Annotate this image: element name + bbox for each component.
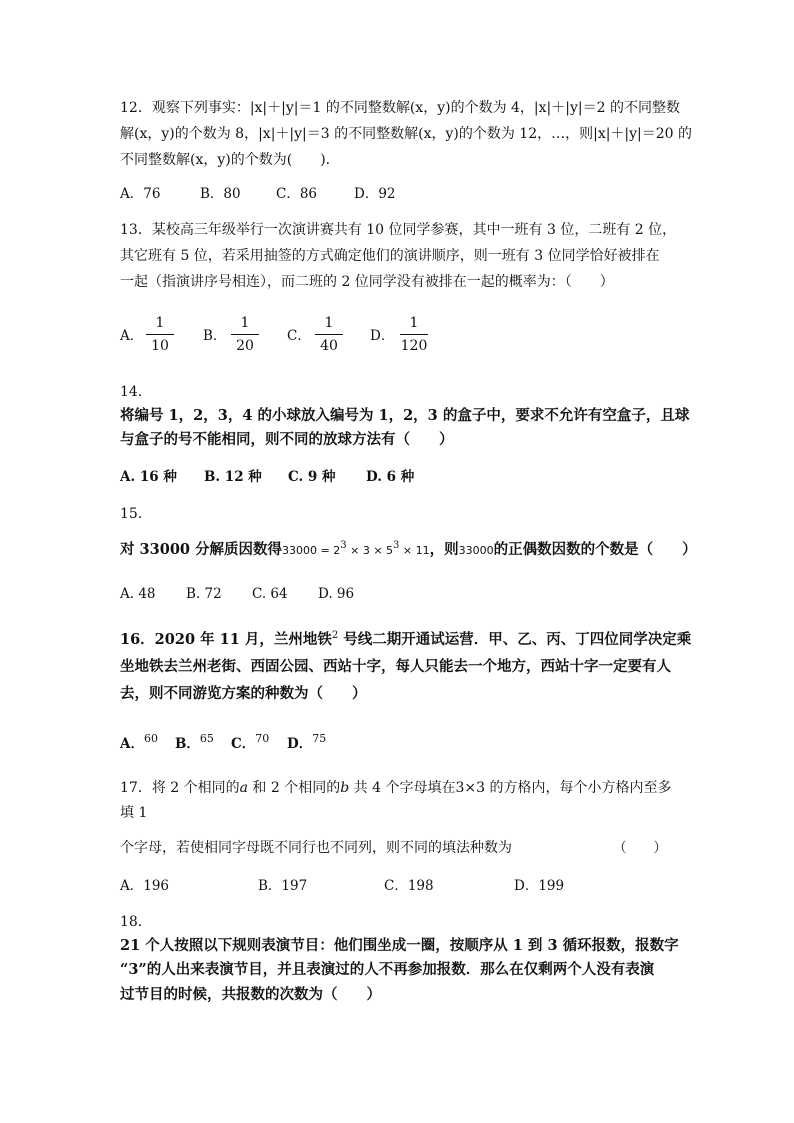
fraction-denominator: 20 [236, 338, 254, 354]
q17-line-1-d: 的方格内，每个小方格内至多 [485, 780, 672, 796]
q16-option-c-letter: C． [231, 736, 256, 752]
q15-option-a: A. 48 [120, 586, 156, 602]
q14-line-1: 将编号 1，2，3，4 的小球放入编号为 1，2，3 的盒子中，要求不允许有空盒子，且球 [120, 407, 690, 424]
q15-exp-2: 3 [393, 540, 400, 551]
q14-option-b: B. 12 种 [204, 469, 262, 485]
q16-option-c [231, 734, 269, 755]
q17-line-1-b: 和 2 个相同的 [247, 780, 341, 796]
q17-option-a: A．196 [120, 878, 170, 894]
q15-number: 15． [120, 506, 152, 522]
q16-option-b [175, 734, 214, 755]
q16-option-d-letter: D． [287, 736, 313, 752]
q17-line-1-a: 17．将 2 个相同的 [120, 780, 240, 796]
q12-line-1: 12．观察下列事实：|x|＋|y|＝1 的不同整数解(x，y)的个数为 4，|x|＋|y|＝2 的不同整数 [120, 100, 680, 116]
q12-line-2: 解(x，y)的个数为 8，|x|＋|y|＝3 的不同整数解(x，y)的个数为 12，…，则|x|＋|y|＝20 的 [120, 126, 693, 142]
q16-option-a [120, 734, 158, 755]
fraction-numerator: 1 [409, 315, 419, 331]
q15-formula-a: 33000 = 2 [282, 544, 341, 557]
q18-line-3: 过节目的时候，共报数的次数为（ ） [120, 986, 381, 1003]
q18-line-2: “3”的人出来表演节目，并且表演过的人不再参加报数．那么在仅剩两个人没有表演 [120, 961, 655, 978]
q16-option-c-value: 70 [255, 732, 270, 745]
q16-line-3: 去，则不同游览方案的种数为（ ） [120, 685, 367, 702]
q17-bracket: （ ） [613, 840, 667, 856]
q16-option-b-letter: B． [175, 736, 200, 752]
fraction-bar [146, 334, 174, 335]
fraction-bar [400, 334, 428, 335]
q17-var-b: b [340, 780, 350, 796]
q17-line-2: 填 1 [120, 805, 148, 821]
q16-line-1 [120, 630, 691, 652]
q14-number: 14． [120, 384, 152, 400]
q13-option-a-fraction [140, 314, 180, 355]
fraction-bar [231, 334, 259, 335]
q16-option-d [287, 734, 326, 755]
q17-option-b: B．197 [258, 878, 308, 894]
q15-line [120, 540, 697, 562]
q15-formula-d: 33000 [458, 544, 494, 557]
fraction-denominator: 120 [400, 338, 428, 354]
q17-grid: 3×3 [455, 780, 486, 796]
q15-prefix: 对 33000 分解质因数得 [120, 541, 283, 558]
q17-option-c: C．198 [384, 878, 434, 894]
q15-middle: ，则 [429, 541, 459, 558]
q12-option-b: B．80 [200, 186, 241, 202]
fraction-numerator: 1 [155, 315, 165, 331]
q15-option-b: B. 72 [186, 586, 222, 602]
q13-option-b-fraction [225, 314, 265, 355]
q15-suffix: 的正偶数因数的个数是（ ） [493, 541, 697, 558]
q12-option-d: D．92 [354, 186, 396, 202]
q12-option-c: C．86 [276, 186, 318, 202]
q16-option-a-letter: A． [120, 736, 144, 752]
q16-line-1-b: 号线二期开通试运营．甲、乙、丙、丁四位同学决定乘 [338, 631, 692, 648]
q16-option-d-value: 75 [312, 732, 327, 745]
q17-var-a: a [239, 780, 248, 796]
q15-exp-1: 3 [340, 540, 347, 551]
q13-option-d-fraction [394, 314, 434, 355]
fraction-numerator: 1 [240, 315, 250, 331]
q13-option-c-fraction [309, 314, 349, 355]
fraction-bar [315, 334, 343, 335]
q13-option-c-letter: C． [287, 328, 311, 344]
q16-line-superscript: 2 [331, 630, 339, 641]
q13-line-3: 一起（指演讲序号相连），而二班的 2 位同学没有被排在一起的概率为：（ ） [120, 274, 614, 290]
q13-line-1: 13．某校高三年级举行一次演讲赛共有 10 位同学参赛，其中一班有 3 位，二班有 2 位， [120, 222, 677, 238]
q13-option-d-letter: D． [370, 328, 395, 344]
q15-formula-b: × 3 × 5 [346, 544, 394, 557]
q17-line-1-c: 共 4 个字母填在 [349, 780, 456, 796]
q15-formula-c: × 11 [399, 544, 430, 557]
fraction-denominator: 40 [320, 338, 338, 354]
q16-line-1-a: 16．2020 年 11 月，兰州地铁 [120, 631, 332, 648]
q13-line-2: 其它班有 5 位，若采用抽签的方式确定他们的演讲顺序，则一班有 3 位同学恰好被排在 [120, 248, 660, 264]
q14-option-a: A. 16 种 [120, 469, 177, 485]
q14-line-2: 与盒子的号不能相同，则不同的放球方法有（ ） [120, 431, 454, 448]
q17-line-3: 个字母，若使相同字母既不同行也不同列，则不同的填法种数为 [120, 840, 512, 856]
fraction-denominator: 10 [151, 338, 169, 354]
q18-number: 18． [120, 914, 152, 930]
q17-line-1 [120, 778, 671, 798]
q12-line-3: 不同整数解(x，y)的个数为( )． [120, 152, 340, 168]
q18-line-1: 21 个人按照以下规则表演节目：他们围坐成一圈，按顺序从 1 到 3 循环报数，报数字 [120, 937, 679, 954]
q13-option-b-letter: B． [203, 328, 227, 344]
q15-option-c: C. 64 [252, 586, 288, 602]
fraction-numerator: 1 [324, 315, 334, 331]
q16-option-a-value: 60 [143, 732, 158, 745]
q14-option-c: C. 9 种 [288, 469, 336, 485]
q15-option-d: D. 96 [318, 586, 355, 602]
q16-line-2: 坐地铁去兰州老街、西固公园、西站十字，每人只能去一个地方，西站十字一定要有人 [120, 658, 671, 675]
q16-option-b-value: 65 [199, 732, 214, 745]
q17-option-d: D．199 [514, 878, 565, 894]
q13-option-a-letter: A． [120, 328, 144, 344]
q14-option-d: D. 6 种 [366, 469, 415, 485]
q12-option-a: A．76 [120, 186, 161, 202]
